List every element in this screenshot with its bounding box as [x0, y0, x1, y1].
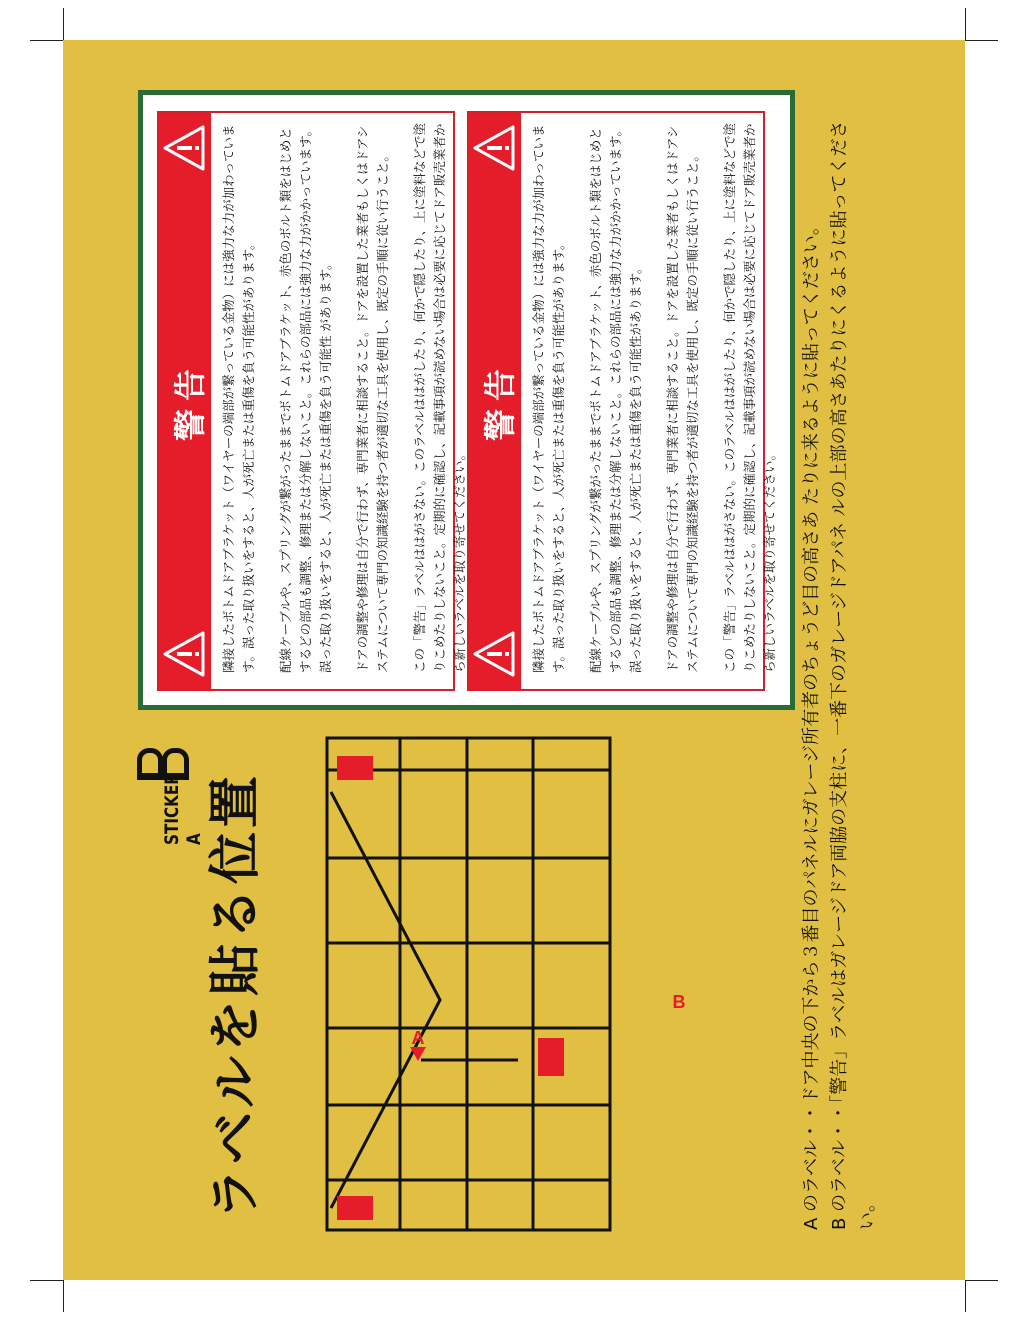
warning-paragraph: この「警告」ラベルははがさない。このラベルははがしたり、何かで隠したり、上に塗料などで塗りこめたりしないこと。定期的に確認し、記載事項が読めない場合は必要に応じてドア販売業者から新しいラベルを取り寄せてください。: [722, 122, 777, 673]
warning-paragraph: 配線ケーブルや、スプリングが繋がったままでボトムドアブラケット、赤色のボルト類をはじめとするどの部品も調整、修理または分解しないこと。これらの部品には強力な力がかかっています。誤った取り扱いをすると、人が死亡または重傷を負う可能性 があります。: [278, 123, 333, 673]
warning-paragraph: 隣接したボトムドアブラケット（ワイヤーの端部が繋っている金物）には強力な力が加わっています。誤った取り扱いをすると、人が死亡または重傷を負う可能性があります。: [531, 124, 566, 673]
warning-title: 警告: [171, 361, 209, 442]
warning-paragraph: この「警告」ラベルははがさない。このラベルははがしたり、何かで隠したり、上に塗料などで塗りこめたりしないこと。定期的に確認し、記載事項が読めない場合は必要に応じてドア販売業者から新しいラベルを取り寄せてください。: [412, 122, 467, 673]
label-b-tag: B: [672, 992, 686, 1012]
sticker-sheet: [63, 40, 965, 1280]
crop-mark: [965, 40, 998, 41]
label-a-marker: [538, 1038, 564, 1076]
warning-body: [521, 113, 803, 689]
label-b-marker-left: [337, 1196, 373, 1220]
warning-panel-header: [159, 113, 211, 689]
warning-paragraph: ドアの調整や修理は自分で行わず、専門業者に相談すること。ドアを設置した業者もしくはドアシステムについて専門の知識経験を持つ者が適切な工具を使用し、既定の手順に従い行うこと。: [665, 125, 700, 673]
brand-text: STICKER A: [161, 773, 205, 845]
crop-mark: [965, 1280, 966, 1312]
crop-mark: [63, 1280, 64, 1312]
crop-mark: [30, 1280, 63, 1281]
warning-body: [211, 113, 493, 689]
warning-title: 警告: [481, 361, 519, 442]
page-title: ラベルを貼る位置: [206, 771, 266, 1220]
warning-panel: [157, 111, 467, 691]
warning-paragraph: 隣接したボトムドアブラケット（ワイヤーの端部が繋っている金物）には強力な力が加わっています。誤った取り扱いをすると、人が死亡または重傷を負う可能性があります。: [221, 124, 256, 673]
label-b-marker-right: [337, 756, 373, 780]
warning-label-inner: [143, 95, 790, 705]
placement-instructions: [798, 110, 882, 1230]
rotated-layout: [63, 40, 965, 1280]
warning-triangle-icon: [473, 125, 515, 171]
warning-label-frame: [138, 90, 795, 710]
warning-paragraph: ドアの調整や修理は自分で行わず、専門業者に相談すること。ドアを設置した業者もしくはドアシステムについて専門の知識経験を持つ者が適切な工具を使用し、既定の手順に従い行うこと。: [355, 125, 390, 673]
instruction-b: B のラベル・・「警告」ラベルはガレージドア両脇の支柱に、一番下のガレージドアパネ ルの上部の高さあたりにくるように貼ってください。: [829, 120, 878, 1230]
warning-paragraph: 配線ケーブルや、スプリングが繋がったままでボトムドアブラケット、赤色のボルト類をはじめとするどの部品も調整、修理または分解しないこと。これらの部品には強力な力がかかっています。誤った取り扱いをすると、人が死亡または重傷を負う可能性があります。: [588, 123, 643, 673]
instruction-a: A のラベル・・ドア中央の下から３番目のパネルにガレージ所有者のちょうど目の高さあ たりに来るように貼ってください。: [801, 217, 822, 1230]
warning-triangle-icon: [163, 125, 205, 171]
crop-mark: [30, 40, 63, 41]
label-a-tag: A: [411, 1028, 425, 1048]
crop-mark: [965, 1280, 998, 1281]
warning-panel: [467, 111, 777, 691]
warning-panel-header: [469, 113, 521, 689]
crop-mark: [63, 8, 64, 40]
crop-mark: [965, 8, 966, 40]
